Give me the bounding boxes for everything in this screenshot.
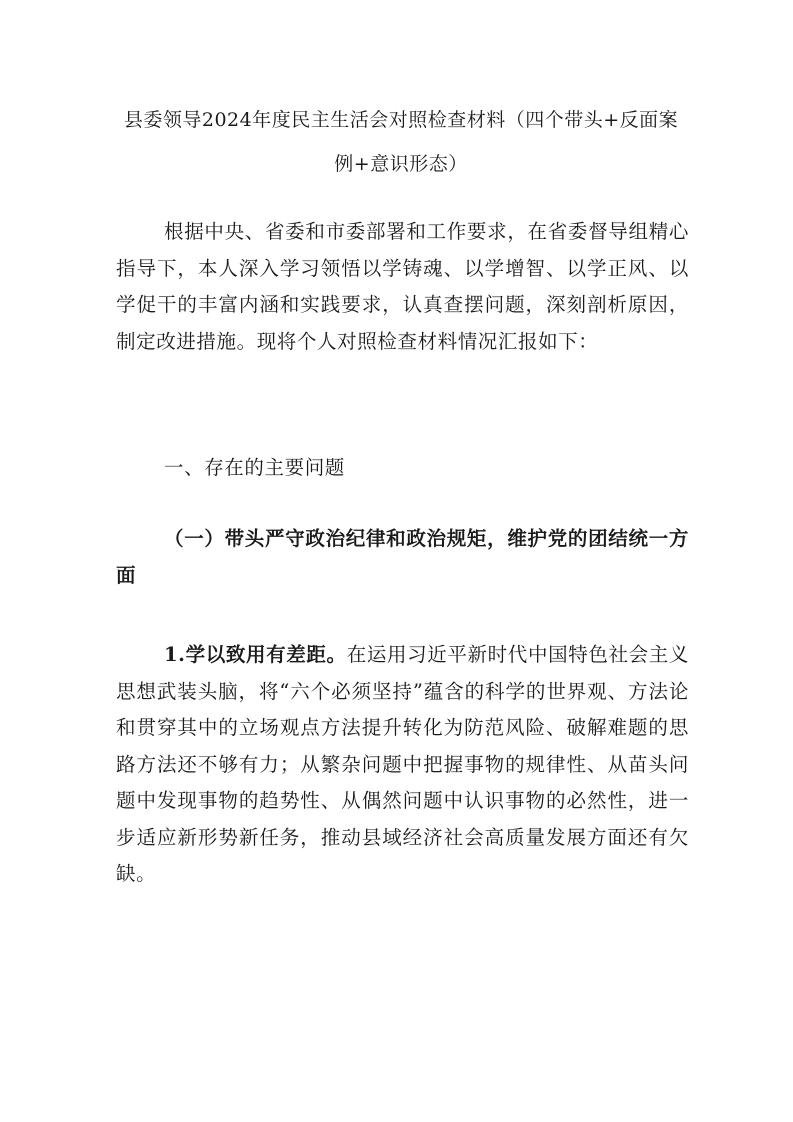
subsection-heading: （一）带头严守政治纪律和政治规矩，维护党的团结统一方面 — [116, 527, 689, 587]
intro-paragraph: 根据中央、省委和市委部署和工作要求，在省委督导组精心指导下，本人深入学习领悟以学铸魂、以学增智、以学正风、以学促干的丰富内涵和实践要求，认真查摆问题，深刻剖析原因，制定改进措施。现将个人对照检查材料情况汇报如下： — [116, 220, 689, 353]
item-paragraph — [116, 637, 689, 893]
document-title: 县委领导2024年度民主生活会对照检查材料（四个带头+反面案例+意识形态） — [123, 109, 679, 175]
section-heading: 一、存在的主要问题 — [164, 456, 345, 479]
item-lead: 1.学以致用有差距。 — [164, 643, 347, 666]
item-text: 在运用习近平新时代中国特色社会主义思想武装头脑，将“六个必须坚持”蕴含的科学的世界观、方法论和贯穿其中的立场观点方法提升转化为防范风险、破解难题的思路方法还不够有力；从繁杂问题中把握事物的规律性、从苗头问题中发现事物的趋势性、从偶然问题中认识事物的必然性，进一步适应新形势新任务，推动县域经济社会高质量发展方面还有欠缺。 — [116, 643, 690, 885]
